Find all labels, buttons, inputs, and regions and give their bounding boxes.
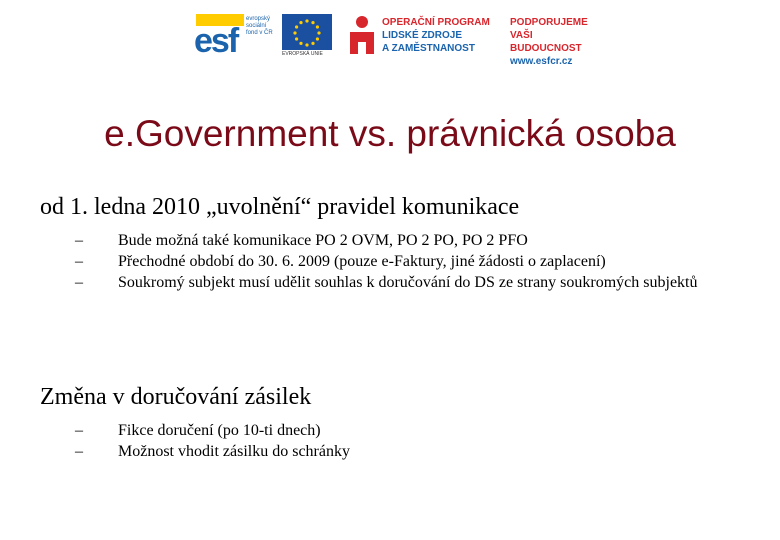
dash: – [75,422,83,439]
oplzz-text [382,16,490,55]
esf-caption: evropský sociální fond v ČR [246,16,273,36]
list-item [0,273,738,293]
list-item-text: Fikce doručení (po 10-ti dnech) [118,422,321,439]
list-item [0,442,738,462]
list-item [0,231,738,251]
slide-title: e.Government vs. právnická osoba [104,113,676,154]
list-item [0,421,738,441]
oplzz-line-3: A ZAMĚSTNANOST [382,43,475,54]
list-item-text: Možnost vhodit zásilku do schránky [118,443,350,460]
oplzz-person-icon [348,14,376,56]
oplzz-line-1: OPERAČNÍ PROGRAM [382,17,490,28]
support-line-1: PODPORUJEME [510,17,588,28]
support-text [510,16,590,68]
section-heading-2: Změna v doručování zásilek [40,384,312,410]
section-heading-1: od 1. ledna 2010 „uvolnění“ pravidel komunikace [40,194,520,220]
esf-logo [194,14,278,58]
dash: – [75,232,83,249]
list-item-text: Bude možná také komunikace PO 2 OVM, PO 2 PO, PO 2 PFO [118,232,528,249]
esf-word: esf [194,22,238,60]
support-line-2: VAŠI BUDOUCNOST [510,30,582,54]
list-item-text: Soukromý subjekt musí udělit souhlas k doručování do DS ze strany soukromých subjektů [118,274,698,291]
dash: – [75,443,83,460]
support-url: www.esfcr.cz [510,56,573,67]
section-1-list [0,231,780,294]
oplzz-line-2: LIDSKÉ ZDROJE [382,30,463,41]
section-2-list [0,421,780,463]
list-item-text: Přechodné období do 30. 6. 2009 (pouze e-Faktury, jiné žádosti o zaplacení) [118,253,606,270]
list-item [0,252,738,272]
dash: – [75,274,83,291]
logo-bar [190,12,590,67]
dash: – [75,253,83,270]
eu-caption: EVROPSKÁ UNIE [282,51,323,57]
